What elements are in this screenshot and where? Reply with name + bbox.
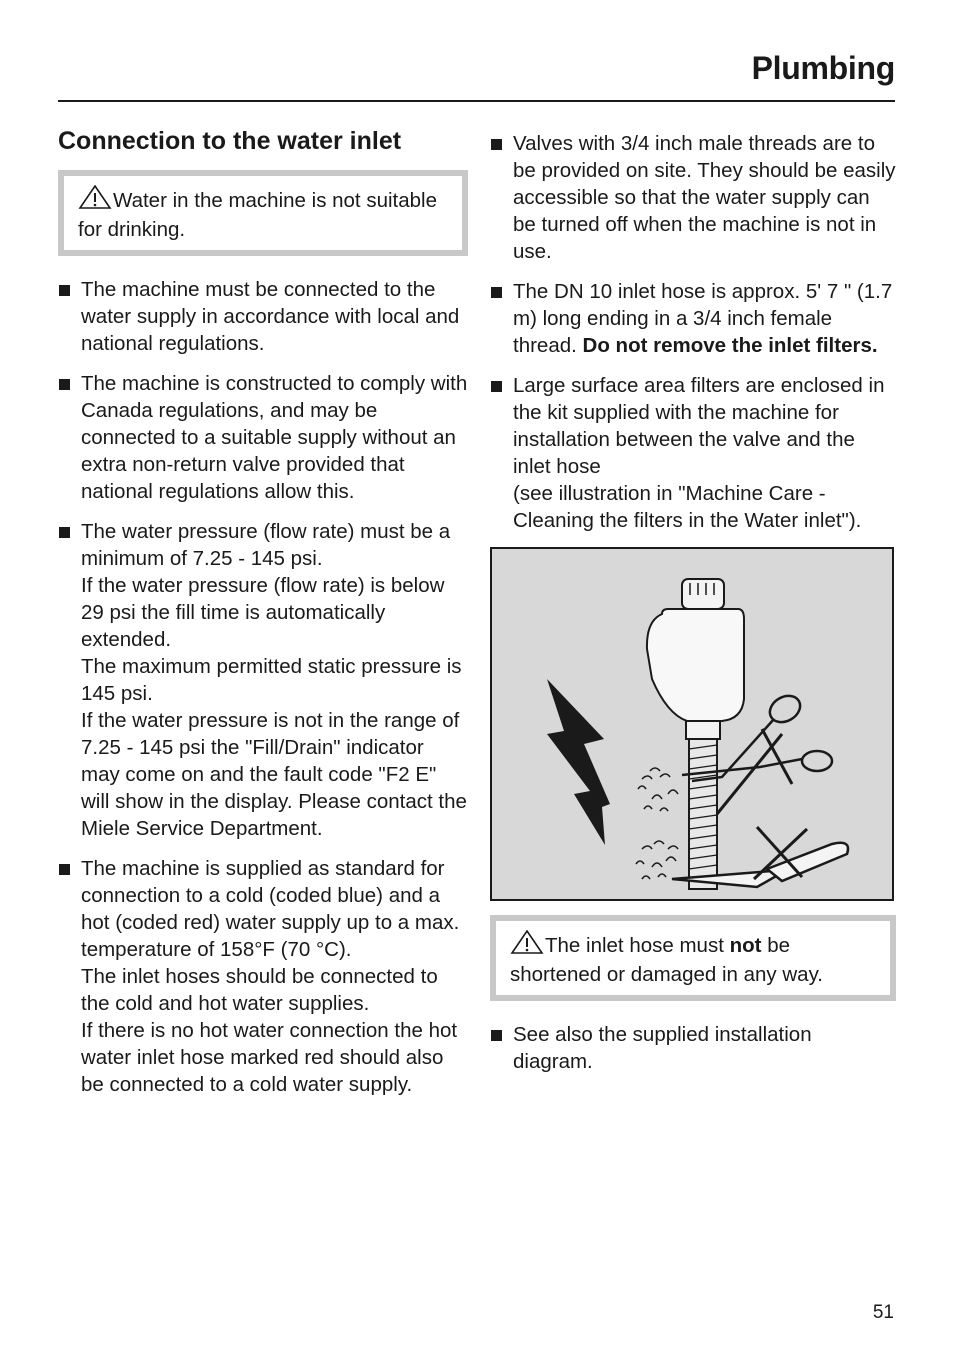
illustration-hose-do-not-cut: [490, 547, 894, 901]
bullet-item: [58, 370, 468, 505]
warning-text: Water in the machine is not suitable for drinking.: [78, 189, 437, 241]
bullet-paragraph: The machine is constructed to comply with Canada regulations, and may be connected to a suitable supply without an extra non-return valve provided that national regulations allow this.: [81, 372, 468, 503]
warning-triangle-icon: [78, 185, 112, 216]
bullet-paragraph: If the water pressure (flow rate) is below 29 psi the fill time is automatically extended.: [81, 574, 445, 651]
bullet-item-see-also: [490, 1021, 896, 1075]
warning-text-bold: not: [729, 934, 762, 957]
bullet-item-inlet-hose: [490, 278, 896, 359]
left-bullet-list: [58, 276, 468, 1098]
hose-text: The DN 10 inlet hose is approx. 5' 7 " (1.7 m) long ending in a 3/4 inch female thread.: [513, 280, 893, 357]
bullet-square-icon: [59, 864, 70, 875]
bullet-item: [58, 855, 468, 1098]
bullet-text: Large surface area filters are enclosed in the kit supplied with the machine for installation between the valve and the inlet hose: [513, 374, 885, 478]
bullet-paragraph: The machine is supplied as standard for connection to a cold (coded blue) and a hot (coded red) water supply up to a max. temperature of 158°F (70 °C).: [81, 857, 460, 961]
bullet-paragraph: If there is no hot water connection the hot water inlet hose marked red should also be connected to a cold water supply.: [81, 1019, 458, 1096]
bullet-paragraph: The water pressure (flow rate) must be a minimum of 7.25 - 145 psi.: [81, 520, 451, 570]
bullet-text-reference: (see illustration in "Machine Care - Cleaning the filters in the Water inlet").: [513, 482, 862, 532]
hose-bold-text: Do not remove the inlet filters.: [582, 334, 878, 357]
warning-triangle-icon: [510, 930, 544, 961]
bullet-square-icon: [491, 1030, 502, 1041]
hose-icon: [689, 739, 717, 889]
lightning-bolt-icon: [547, 679, 610, 845]
bullet-item: [58, 518, 468, 842]
right-column: [490, 130, 896, 1088]
bullet-text: Valves with 3/4 inch male threads are to be provided on site. They should be easily accessible so that the water supply can be turned off when the machine is not in use.: [513, 132, 896, 263]
bullet-square-icon: [59, 379, 70, 390]
valve-icon: [647, 579, 744, 739]
right-bullet-list-top: [490, 130, 896, 534]
section-title: Plumbing: [751, 50, 895, 86]
bullet-item-filters: [490, 372, 896, 534]
hose-illustration-svg: [492, 549, 892, 899]
bullet-square-icon: [59, 527, 70, 538]
bullet-paragraph: The machine must be connected to the water supply in accordance with local and national regulations.: [81, 278, 460, 355]
water-spray-icon: [636, 768, 678, 879]
subheading: Connection to the water inlet: [58, 127, 402, 155]
bullet-paragraph: The maximum permitted static pressure is 145 psi.: [81, 655, 462, 705]
bullet-paragraph: If the water pressure is not in the range of 7.25 - 145 psi the "Fill/Drain" indicator may come on and the fault code "F2 E" will show in the display. Please contact the Miele Service Department.: [81, 709, 467, 840]
right-bullet-list-bottom: [490, 1021, 896, 1075]
bullet-item-valves: [490, 130, 896, 265]
bullet-text: [513, 278, 896, 359]
bullet-item: [58, 276, 468, 357]
bullet-text: See also the supplied installation diagram.: [513, 1023, 812, 1073]
header-rule: [58, 100, 895, 102]
bullet-square-icon: [491, 287, 502, 298]
bullet-square-icon: [491, 381, 502, 392]
bullet-square-icon: [59, 285, 70, 296]
warning-text-pre: The inlet hose must: [545, 934, 724, 957]
left-column: [58, 124, 468, 1111]
bullet-square-icon: [491, 139, 502, 150]
warning-box-hose: [490, 915, 896, 1001]
warning-text-post: be shortened or damaged in any way.: [510, 934, 824, 986]
warning-box-drinking: [58, 170, 468, 256]
page-number: 51: [872, 1302, 894, 1323]
bullet-paragraph: The inlet hoses should be connected to the cold and hot water supplies.: [81, 965, 438, 1015]
